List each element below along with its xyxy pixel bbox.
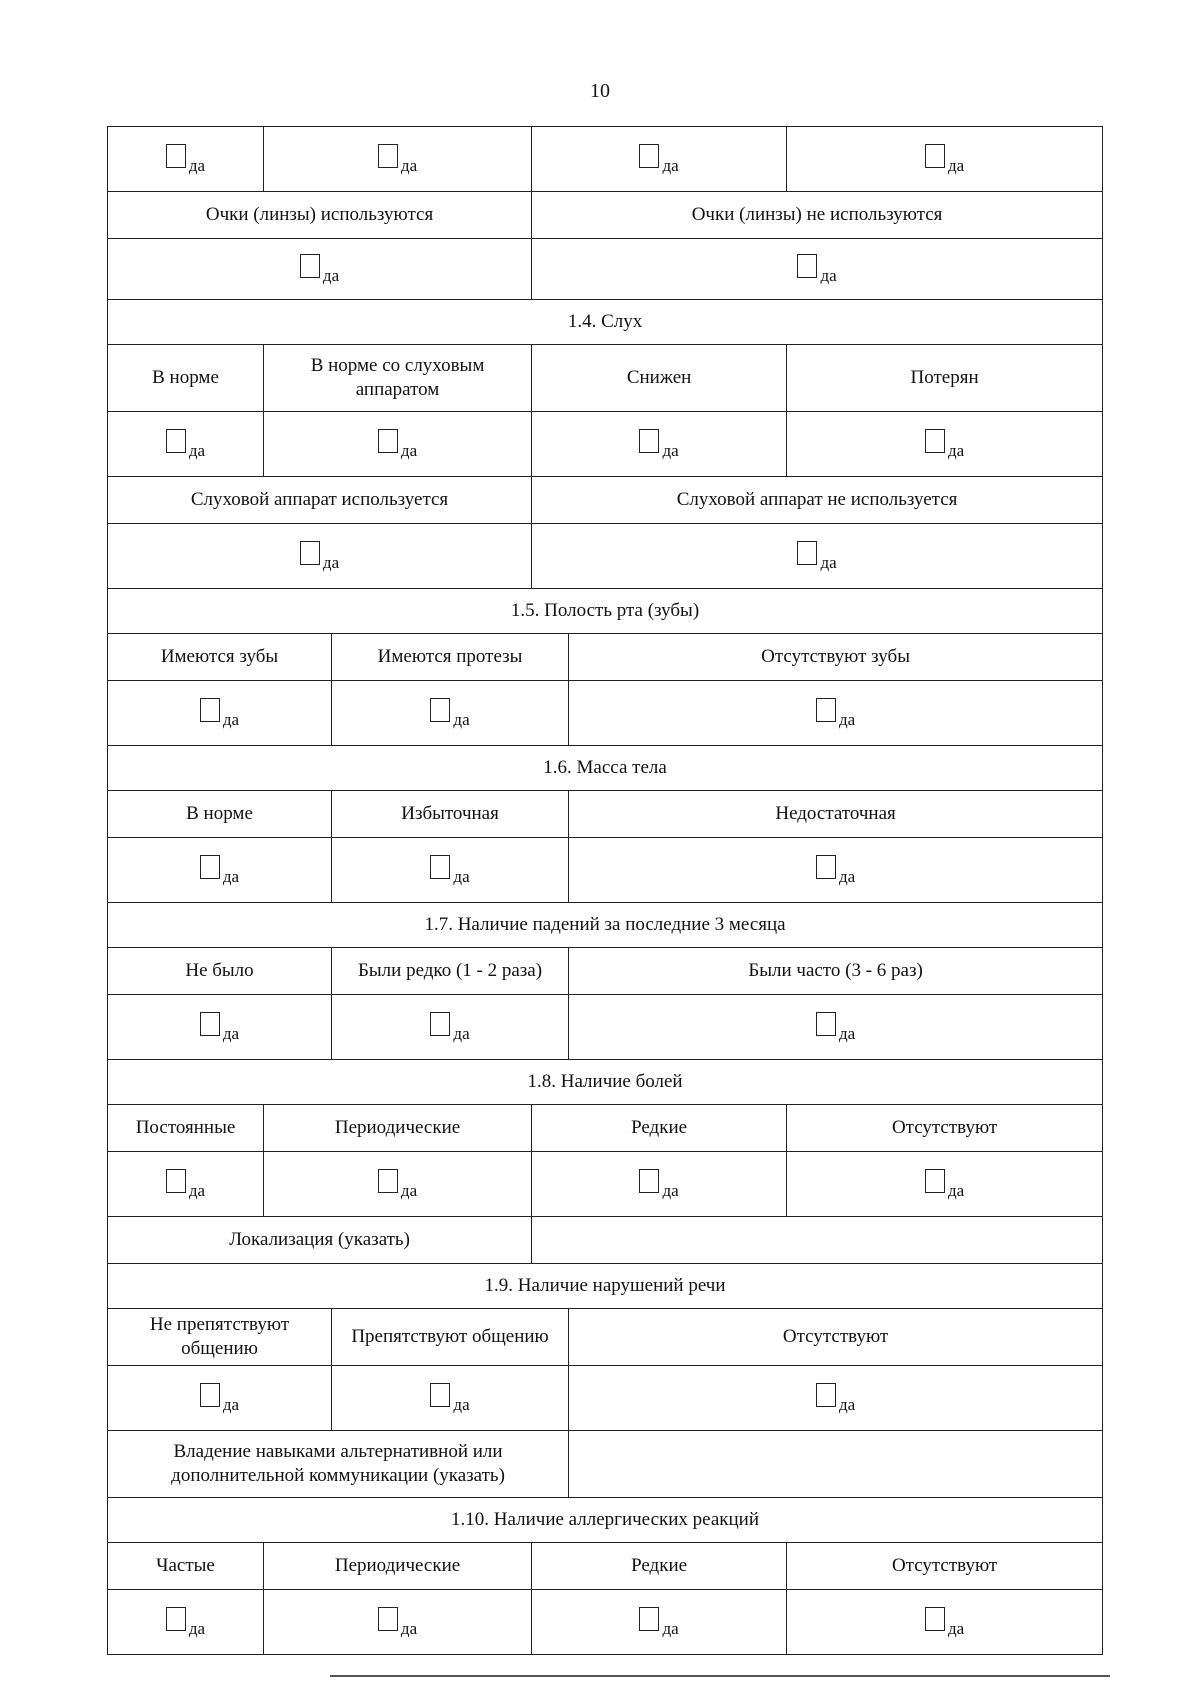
yes-label: да <box>222 866 240 886</box>
checkbox-yes[interactable] <box>639 144 679 175</box>
yes-label: да <box>188 1618 206 1638</box>
checkbox-yes[interactable] <box>925 1169 965 1200</box>
weight-option-2: Избыточная <box>332 791 569 838</box>
checkbox-yes[interactable] <box>200 1012 240 1043</box>
pain-option-3: Редкие <box>532 1105 787 1152</box>
yes-label: да <box>838 1023 856 1043</box>
allergy-option-2: Периодические <box>264 1543 532 1590</box>
yes-label: да <box>947 155 965 175</box>
glasses-not-used-label: Очки (линзы) не используются <box>532 192 1103 239</box>
checkbox-square-icon <box>816 1012 836 1036</box>
yes-label: да <box>838 709 856 729</box>
yes-label: да <box>188 155 206 175</box>
checkbox-yes[interactable] <box>378 144 418 175</box>
yes-label: да <box>453 1394 470 1414</box>
checkbox-yes[interactable] <box>166 1169 206 1200</box>
checkbox-square-icon <box>300 254 320 278</box>
allergy-option-3: Редкие <box>532 1543 787 1590</box>
checkbox-square-icon <box>925 429 945 453</box>
yes-label: да <box>662 155 679 175</box>
checkbox-square-icon <box>925 144 945 168</box>
checkbox-yes[interactable] <box>378 1169 418 1200</box>
yes-label: да <box>947 1180 965 1200</box>
checkbox-yes[interactable] <box>166 144 206 175</box>
checkbox-square-icon <box>639 144 659 168</box>
checkbox-square-icon <box>639 1607 659 1631</box>
yes-label: да <box>188 1180 206 1200</box>
checkbox-yes[interactable] <box>797 541 837 572</box>
weight-option-3: Недостаточная <box>569 791 1103 838</box>
checkbox-square-icon <box>378 1607 398 1631</box>
vision-cell-4 <box>787 127 1103 192</box>
glasses-not-used-cell <box>532 239 1103 300</box>
yes-label: да <box>820 265 837 285</box>
section-title-oral: 1.5. Полость рта (зубы) <box>108 589 1103 634</box>
oral-option-1: Имеются зубы <box>108 634 332 681</box>
yes-label: да <box>838 866 856 886</box>
yes-label: да <box>222 709 240 729</box>
checkbox-square-icon <box>430 855 450 879</box>
yes-label: да <box>222 1023 240 1043</box>
checkbox-square-icon <box>200 698 220 722</box>
pain-localization-field[interactable] <box>532 1217 1103 1264</box>
bottom-rule <box>330 1675 1110 1677</box>
checkbox-yes[interactable] <box>166 1607 206 1638</box>
checkbox-yes[interactable] <box>639 429 679 460</box>
checkbox-square-icon <box>816 855 836 879</box>
yes-label: да <box>400 1180 418 1200</box>
yes-label: да <box>453 709 470 729</box>
yes-label: да <box>820 552 837 572</box>
oral-option-2: Имеются протезы <box>332 634 569 681</box>
checkbox-square-icon <box>166 144 186 168</box>
checkbox-yes[interactable] <box>430 855 470 886</box>
checkbox-square-icon <box>166 1169 186 1193</box>
checkbox-square-icon <box>378 1169 398 1193</box>
oral-option-3: Отсутствуют зубы <box>569 634 1103 681</box>
falls-option-2: Были редко (1 - 2 раза) <box>332 948 569 995</box>
checkbox-square-icon <box>816 1383 836 1407</box>
checkbox-yes[interactable] <box>925 1607 965 1638</box>
section-title-hearing: 1.4. Слух <box>108 300 1103 345</box>
checkbox-yes[interactable] <box>378 1607 418 1638</box>
checkbox-yes[interactable] <box>816 1012 856 1043</box>
yes-label: да <box>188 440 206 460</box>
speech-option-2: Препятствуют общению <box>332 1309 569 1366</box>
checkbox-yes[interactable] <box>166 429 206 460</box>
section-title-speech: 1.9. Наличие нарушений речи <box>108 1264 1103 1309</box>
weight-option-1: В норме <box>108 791 332 838</box>
vision-cell-3 <box>532 127 787 192</box>
checkbox-yes[interactable] <box>797 254 837 285</box>
yes-label: да <box>453 1023 470 1043</box>
alt-communication-field[interactable] <box>569 1431 1103 1498</box>
checkbox-yes[interactable] <box>430 1383 470 1414</box>
checkbox-square-icon <box>430 1383 450 1407</box>
checkbox-square-icon <box>200 1383 220 1407</box>
vision-checkbox-row <box>108 127 1103 192</box>
hearing-aid-used-label: Слуховой аппарат используется <box>108 477 532 524</box>
yes-label: да <box>947 440 965 460</box>
checkbox-square-icon <box>639 1169 659 1193</box>
hearing-option-4: Потерян <box>787 345 1103 412</box>
checkbox-square-icon <box>639 429 659 453</box>
checkbox-yes[interactable] <box>816 855 856 886</box>
checkbox-square-icon <box>797 254 817 278</box>
checkbox-yes[interactable] <box>300 541 340 572</box>
falls-option-3: Были часто (3 - 6 раз) <box>569 948 1103 995</box>
page-number: 10 <box>590 80 610 102</box>
speech-option-3: Отсутствуют <box>569 1309 1103 1366</box>
vision-cell-2 <box>264 127 532 192</box>
yes-label: да <box>453 866 470 886</box>
hearing-option-3: Снижен <box>532 345 787 412</box>
checkbox-yes[interactable] <box>816 1383 856 1414</box>
yes-label: да <box>400 155 418 175</box>
yes-label: да <box>322 265 340 285</box>
yes-label: да <box>400 440 418 460</box>
checkbox-yes[interactable] <box>639 1169 679 1200</box>
assessment-form <box>107 126 1103 1655</box>
pain-option-1: Постоянные <box>108 1105 264 1152</box>
falls-option-1: Не было <box>108 948 332 995</box>
checkbox-yes[interactable] <box>639 1607 679 1638</box>
yes-label: да <box>838 1394 856 1414</box>
checkbox-yes[interactable] <box>300 254 340 285</box>
checkbox-square-icon <box>430 698 450 722</box>
yes-label: да <box>662 1180 679 1200</box>
pain-option-2: Периодические <box>264 1105 532 1152</box>
checkbox-yes[interactable] <box>430 698 470 729</box>
yes-label: да <box>662 440 679 460</box>
checkbox-square-icon <box>166 429 186 453</box>
allergy-option-1: Частые <box>108 1543 264 1590</box>
checkbox-square-icon <box>378 429 398 453</box>
hearing-option-1: В норме <box>108 345 264 412</box>
checkbox-yes[interactable] <box>200 855 240 886</box>
checkbox-yes[interactable] <box>925 144 965 175</box>
checkbox-square-icon <box>925 1169 945 1193</box>
checkbox-square-icon <box>200 855 220 879</box>
yes-label: да <box>947 1618 965 1638</box>
vision-cell-1 <box>108 127 264 192</box>
section-title-allergy: 1.10. Наличие аллергических реакций <box>108 1498 1103 1543</box>
checkbox-yes[interactable] <box>816 698 856 729</box>
checkbox-yes[interactable] <box>430 1012 470 1043</box>
checkbox-yes[interactable] <box>378 429 418 460</box>
pain-option-4: Отсутствуют <box>787 1105 1103 1152</box>
checkbox-yes[interactable] <box>200 698 240 729</box>
alt-communication-label: Владение навыками альтернативной или дополнительной коммуникации (указать) <box>108 1431 569 1498</box>
section-title-falls: 1.7. Наличие падений за последние 3 месяца <box>108 903 1103 948</box>
checkbox-square-icon <box>797 541 817 565</box>
glasses-used-label: Очки (линзы) используются <box>108 192 532 239</box>
checkbox-square-icon <box>300 541 320 565</box>
checkbox-square-icon <box>200 1012 220 1036</box>
checkbox-square-icon <box>925 1607 945 1631</box>
pain-localization-label: Локализация (указать) <box>108 1217 532 1264</box>
allergy-option-4: Отсутствуют <box>787 1543 1103 1590</box>
checkbox-square-icon <box>166 1607 186 1631</box>
glasses-used-cell <box>108 239 532 300</box>
checkbox-square-icon <box>816 698 836 722</box>
checkbox-square-icon <box>378 144 398 168</box>
yes-label: да <box>322 552 340 572</box>
hearing-aid-not-used-label: Слуховой аппарат не используется <box>532 477 1103 524</box>
yes-label: да <box>222 1394 240 1414</box>
yes-label: да <box>662 1618 679 1638</box>
checkbox-square-icon <box>430 1012 450 1036</box>
speech-option-1: Не препятствуют общению <box>108 1309 332 1366</box>
yes-label: да <box>400 1618 418 1638</box>
section-title-weight: 1.6. Масса тела <box>108 746 1103 791</box>
checkbox-yes[interactable] <box>200 1383 240 1414</box>
section-title-pain: 1.8. Наличие болей <box>108 1060 1103 1105</box>
checkbox-yes[interactable] <box>925 429 965 460</box>
hearing-option-2: В норме со слуховым аппаратом <box>264 345 532 412</box>
